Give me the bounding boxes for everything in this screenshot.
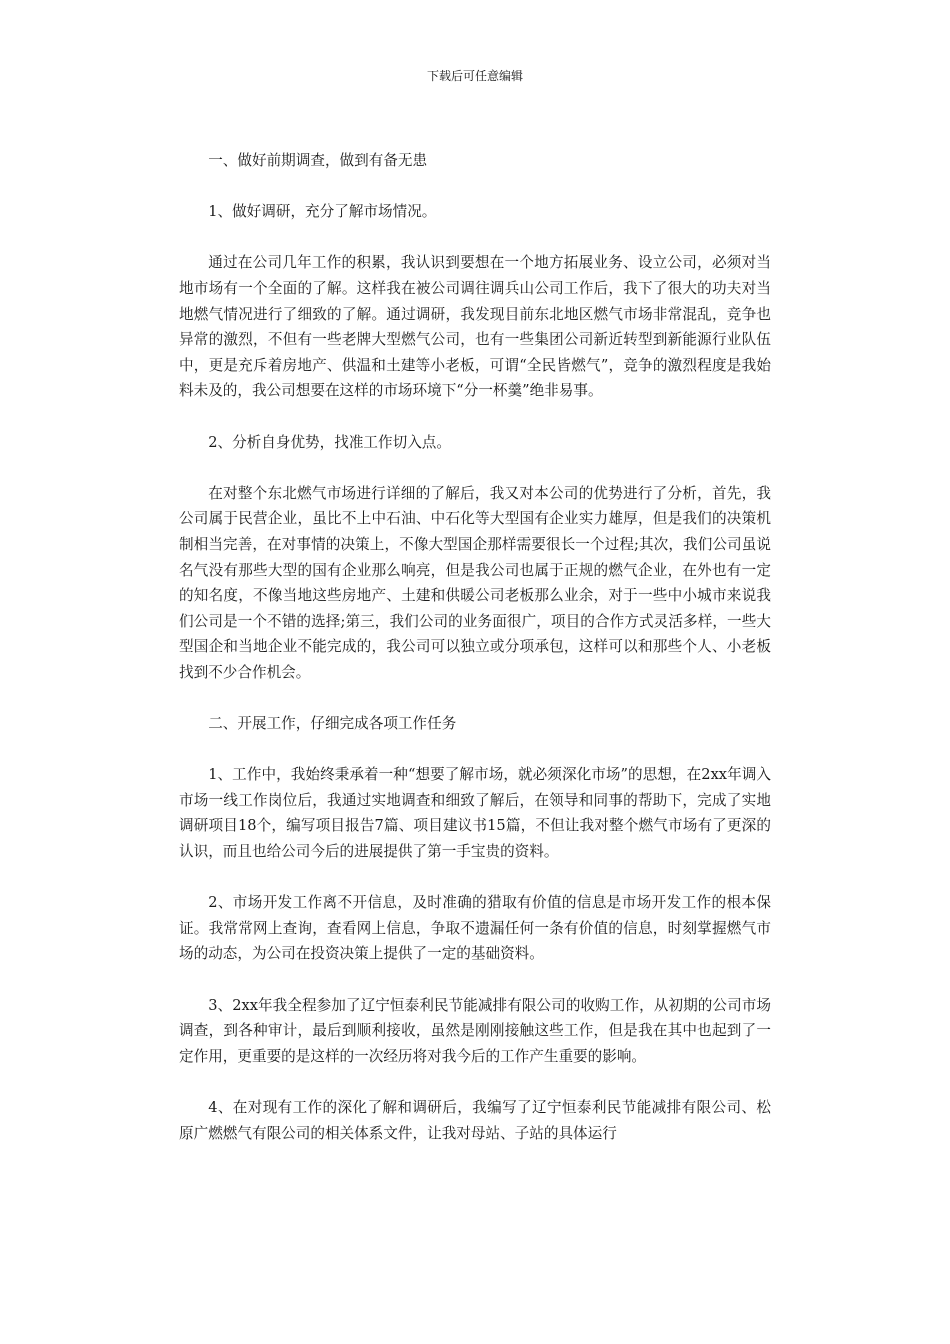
paragraph-gap — [179, 685, 771, 711]
section-heading-1: 一、做好前期调查，做到有备无患 — [208, 152, 428, 169]
document-body — [179, 148, 771, 1146]
paragraph-gap — [179, 967, 771, 993]
paragraph-gap — [179, 737, 771, 763]
paragraph-gap — [179, 404, 771, 430]
paragraph-gap — [179, 174, 771, 200]
paragraph-gap — [179, 455, 771, 481]
subheading-1-1: 1、做好调研，充分了解市场情况。 — [208, 203, 437, 221]
paragraph-work-item-4: 4、在对现有工作的深化了解和调研后，我编写了辽宁恒泰利民节能减排有限公司、松原广燃燃气有限公司的相关体系文件，让我对母站、子站的具体运行 — [179, 1098, 771, 1142]
paragraph-gap — [179, 1069, 771, 1095]
paragraph-advantage-analysis: 在对整个东北燃气市场进行详细的了解后，我又对本公司的优势进行了分析，首先，我公司属于民营企业，虽比不上中石油、中石化等大型国有企业实力雄厚，但是我们的决策机制相当完善，在对事情的决策上，不像大型国企那样需要很长一个过程;其次，我们公司虽说名气没有那些大型的国有企业那么响亮，但是我公司也属于正规的燃气企业，在外也有一定的知名度，不像当地这些房地产、土建和供暖公司老板那么业余，对于一些中小城市来说我们公司是一个不错的选择;第三，我们公司的业务面很广，项目的合作方式灵活多样，一些大型国企和当地企业不能完成的，我公司可以独立或分项承包，这样可以和那些个人、小老板找到不少合作机会。 — [179, 484, 771, 681]
paragraph-work-item-1: 1、工作中，我始终秉承着一种“想要了解市场，就必须深化市场”的思想，在2xx年调入市场一线工作岗位后，我通过实地调查和细致了解后，在领导和同事的帮助下，完成了实地调研项目18个，编写项目报告7篇、项目建议书15篇，不但让我对整个燃气市场有了更深的认识，而且也给公司今后的进展提供了第一手宝贵的资料。 — [179, 766, 771, 861]
paragraph-work-item-2: 2、市场开发工作离不开信息，及时准确的猎取有价值的信息是市场开发工作的根本保证。我常常网上查询，查看网上信息，争取不遗漏任何一条有价值的信息，时刻掌握燃气市场的动态，为公司在投资决策上提供了一定的基础资料。 — [179, 894, 771, 963]
section-heading-2: 二、开展工作，仔细完成各项工作任务 — [208, 715, 457, 733]
paragraph-gap — [179, 225, 771, 251]
paragraph-work-item-3: 3、2xx年我全程参加了辽宁恒泰利民节能减排有限公司的收购工作，从初期的公司市场调查，到各种审计，最后到顺利接收，虽然是刚刚接触这些工作，但是我在其中也起到了一定作用，更重要的是这样的一次经历将对我今后的工作产生重要的影响。 — [179, 996, 771, 1065]
paragraph-gap — [179, 865, 771, 891]
subheading-1-2: 2、分析自身优势，找准工作切入点。 — [208, 433, 451, 451]
page-header: 下载后可任意编辑 — [426, 69, 523, 83]
paragraph-market-research: 通过在公司几年工作的积累，我认识到要想在一个地方拓展业务、设立公司，必须对当地市场有一个全面的了解。这样我在被公司调往调兵山公司工作后，我下了很大的功夫对当地燃气情况进行了细致的了解。通过调研，我发现目前东北地区燃气市场非常混乱，竞争也异常的激烈，不但有一些老牌大型燃气公司，也有一些集团公司新近转型到新能源行业队伍中，更是充斥着房地产、供温和土建等小老板，可谓“全民皆燃气”，竞争的激烈程度是我始料未及的，我公司想要在这样的市场环境下“分一杯羹”绝非易事。 — [179, 254, 771, 400]
